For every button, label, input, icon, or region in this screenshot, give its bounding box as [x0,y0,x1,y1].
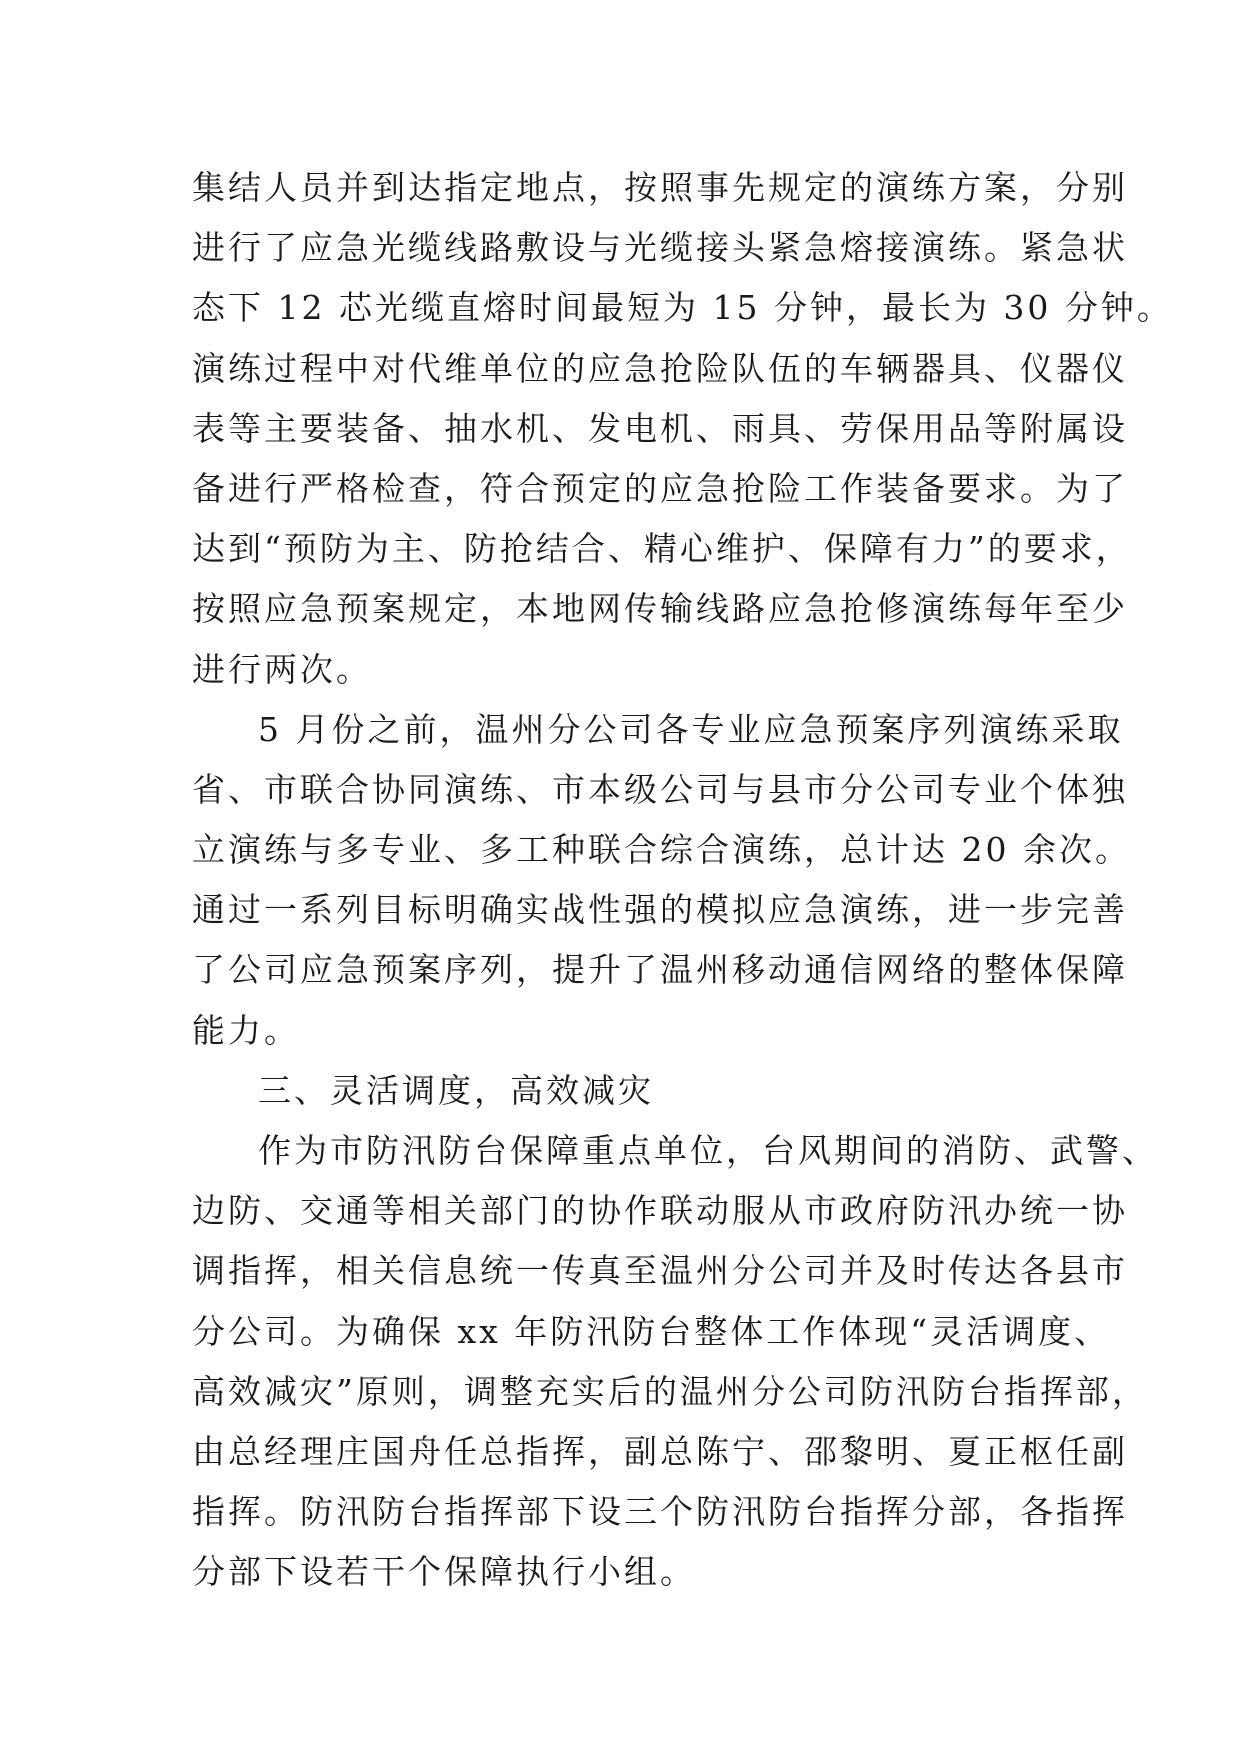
text-line: 由总经理庄国舟任总指挥，副总陈宁、邵黎明、夏正枢任副 [192,1431,1128,1471]
text-line: 表等主要装备、抽水机、发电机、雨具、劳保用品等附属设 [192,408,1128,448]
text-line: 分公司。为确保 xx 年防汛防台整体工作体现“灵活调度、 [192,1311,1111,1351]
text-line: 按照应急预案规定，本地网传输线路应急抢修演练每年至少 [192,589,1128,629]
text-line: 进行两次。 [192,649,372,689]
section-heading: 三、灵活调度，高效减灾 [258,1070,654,1110]
text-line: 指挥。防汛防台指挥部下设三个防汛防台指挥分部，各指挥 [192,1492,1128,1532]
text-line: 进行了应急光缆线路敷设与光缆接头紧急熔接演练。紧急状 [192,228,1128,268]
text-line: 态下 12 芯光缆直熔时间最短为 15 分钟，最长为 30 分钟。 [192,288,1173,328]
text-line: 立演练与多专业、多工种联合综合演练，总计达 20 余次。 [192,830,1131,870]
document-body [192,158,1173,1603]
text-line: 省、市联合协同演练、市本级公司与县市分公司专业个体独 [192,769,1128,809]
text-line: 边防、交通等相关部门的协作联动服从市政府防汛办统一协 [192,1191,1128,1231]
text-line: 通过一系列目标明确实战性强的模拟应急演练，进一步完善 [192,890,1128,930]
text-line: 达到“预防为主、防抢结合、精心维护、保障有力”的要求， [192,529,1132,569]
text-line: 备进行严格检查，符合预定的应急抢险工作装备要求。为了 [192,468,1128,508]
text-line: 能力。 [192,1010,300,1050]
text-line: 高效减灾”原则，调整充实后的温州分公司防汛防台指挥部， [192,1371,1148,1411]
text-line: 分部下设若干个保障执行小组。 [192,1552,696,1592]
text-line: 5 月份之前，温州分公司各专业应急预案序列演练采取 [258,709,1124,749]
text-line: 集结人员并到达指定地点，按照事先规定的演练方案，分别 [192,168,1128,207]
text-line: 了公司应急预案序列，提升了温州移动通信网络的整体保障 [192,950,1128,990]
text-line: 作为市防汛防台保障重点单位，台风期间的消防、武警、 [258,1131,1158,1170]
text-line: 调指挥，相关信息统一传真至温州分公司并及时传达各县市 [192,1251,1128,1291]
text-line: 演练过程中对代维单位的应急抢险队伍的车辆器具、仪器仪 [192,348,1128,388]
